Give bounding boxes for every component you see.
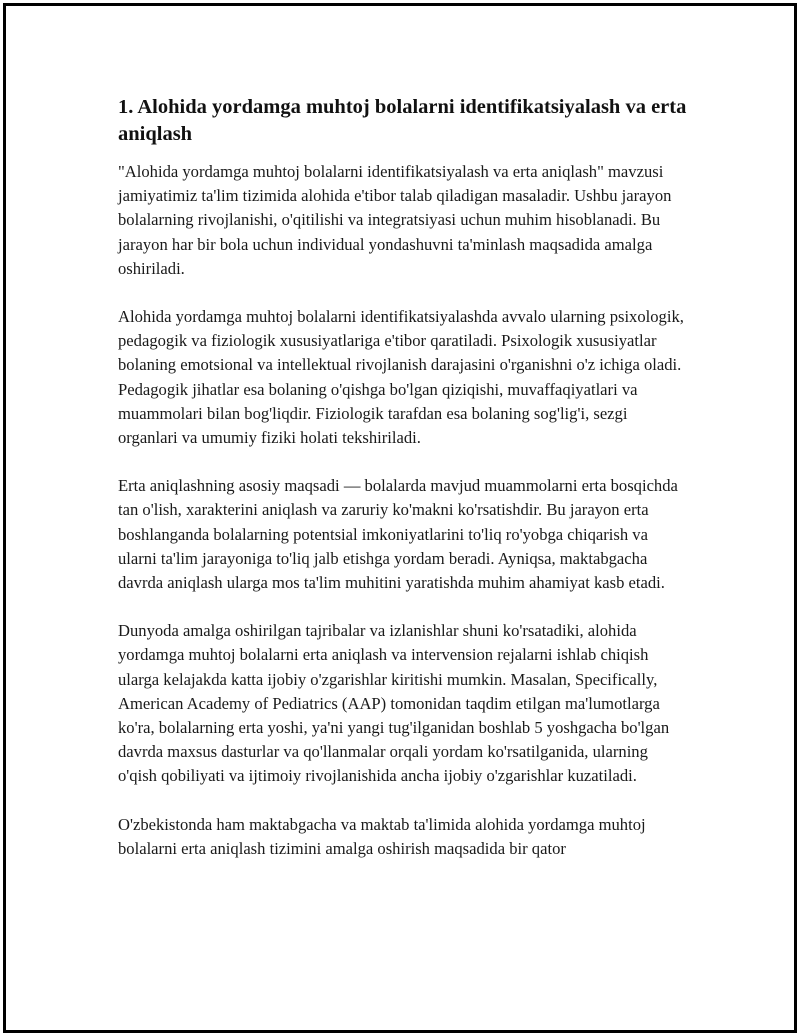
section-heading: 1. Alohida yordamga muhtoj bolalarni identifikatsiyalash va erta aniqlash [118,96,687,145]
document-body [118,94,688,885]
paragraph-5: O'zbekistonda ham maktabgacha va maktab ta'limida alohida yordamga muhtoj bolalarni erta aniqlash tizimini amalga oshirish maqsadida bir qator [118,814,646,858]
paragraph-1: "Alohida yordamga muhtoj bolalarni identifikatsiyalash va erta aniqlash" mavzusi jamiyatimiz ta'lim tizimida alohida e'tibor talab qiladigan masaladir. Ushbu jarayon bolalarning rivojlanishi, o'qitilishi va integratsiyasi uchun muhim hisoblanadi. Bu jarayon har bir bola uchun individual yondashuvni ta'minlash maqsadida amalga oshiriladi. [118,162,672,278]
paragraph-2: Alohida yordamga muhtoj bolalarni identifikatsiyalashda avvalo ularning psixologik, pedagogik va fiziologik xususiyatlariga e'tibor qaratiladi. Psixologik xususiyatlar bolaning emotsional va intellektual rivojlanish darajasini o'rganishni o'z ichiga oladi. Pedagogik jihatlar esa bolaning o'qishga bo'lgan qiziqishi, muvaffaqiyatlari va muammolari bilan bog'liqdir. Fiziologik tarafdan esa bolaning sog'lig'i, sezgi organlari va umumiy fiziki holati tekshiriladi. [118,307,684,448]
paragraph-3: Erta aniqlashning asosiy maqsadi — bolalarda mavjud muammolarni erta bosqichda tan o'lish, xarakterini aniqlash va zaruriy ko'makni ko'rsatishdir. Bu jarayon erta boshlanganda bolalarning potentsial imkoniyatlarini to'liq ro'yobga chiqarish va ularni ta'lim jarayoniga to'liq jalb etishga yordam beradi. Ayniqsa, maktabgacha davrda aniqlash ularga mos ta'lim muhitini yaratishda muhim ahamiyat kasb etadi. [118,476,678,593]
paragraph-4: Dunyoda amalga oshirilgan tajribalar va izlanishlar shuni ko'rsatadiki, alohida yordamga muhtoj bolalarni erta aniqlash va intervension rejalarni ishlab chiqish ularga kelajakda katta ijobiy o'zgarishlar kiritishi mumkin. Masalan, Specifically, American Academy of Pediatrics (AAP) tomonidan taqdim etilgan ma'lumotlarga ko'ra, bolalarning erta yoshi, ya'ni yangi tug'ilganidan boshlab 5 yoshgacha bo'lgan davrda maxsus dasturlar va qo'llanmalar orqali yordam ko'rsatilganida, ularning o'qish qobiliyati va ijtimoiy rivojlanishida ancha ijobiy o'zgarishlar kuzatiladi. [118,621,670,786]
